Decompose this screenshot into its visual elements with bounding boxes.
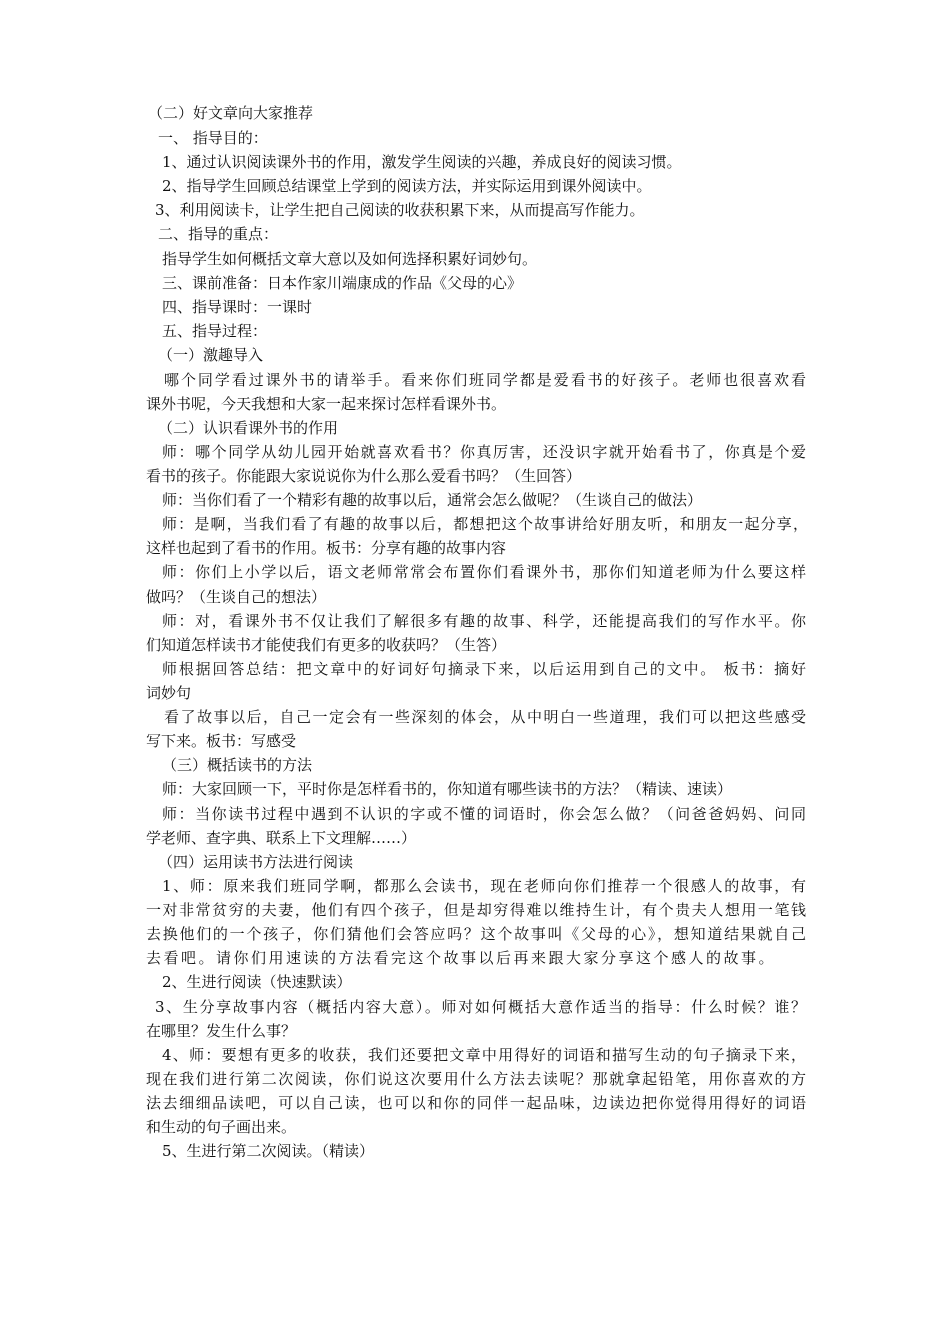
text-line: 看书的孩子。你能跟大家说说你为什么那么爱看书吗？（生回答）: [146, 467, 582, 485]
text-line: 四、指导课时：一课时: [162, 298, 313, 316]
text-line: 师：你们上小学以后，语文老师常常会布置你们看课外书，那你们知道老师为什么要这样: [162, 563, 808, 581]
text-line: 2、指导学生回顾总结课堂上学到的阅读方法，并实际运用到课外阅读中。: [162, 177, 652, 195]
text-line: 现在我们进行第二次阅读，你们说这次要用什么方法去读呢？那就拿起铅笔，用你喜欢的方: [146, 1070, 808, 1088]
text-line: 2、生进行阅读（快速默读）: [162, 973, 352, 991]
text-line: 看了故事以后，自己一定会有一些深刻的体会，从中明白一些道理，我们可以把这些感受: [164, 708, 808, 726]
text-line: 3、生分享故事内容（概括内容大意）。师对如何概括大意作适当的指导：什么时候？谁？: [155, 998, 808, 1016]
text-line: 做吗？（生谈自己的想法）: [146, 588, 327, 606]
text-line: 去看吧。请你们用速读的方法看完这个故事以后再来跟大家分享这个感人的故事。: [146, 949, 777, 967]
text-line: 写下来。板书：写感受: [146, 732, 297, 750]
text-line: 师：哪个同学从幼儿园开始就喜欢看书？你真厉害，还没识字就开始看书了，你真是个爱: [162, 443, 808, 461]
text-line: （一）激趣导入: [158, 346, 264, 364]
text-line: 和生动的句子画出来。: [146, 1118, 297, 1136]
text-line: 3、利用阅读卡，让学生把自己阅读的收获积累下来，从而提高写作能力。: [155, 201, 645, 219]
text-line: 三、课前准备：日本作家川端康成的作品《父母的心》: [162, 274, 523, 292]
text-line: 在哪里？发生什么事？: [146, 1022, 297, 1040]
text-line: 学老师、查字典、联系上下文理解……）: [146, 829, 417, 847]
text-line: 这样也起到了看书的作用。板书：分享有趣的故事内容: [146, 539, 507, 557]
text-line: 二、指导的重点：: [158, 225, 279, 243]
text-line: 师：当你们看了一个精彩有趣的故事以后，通常会怎么做呢？（生谈自己的做法）: [162, 491, 703, 509]
text-line: 1、通过认识阅读课外书的作用，激发学生阅读的兴趣，养成良好的阅读习惯。: [162, 153, 682, 171]
text-line: （三）概括读书的方法: [162, 756, 313, 774]
text-line: 词妙句: [146, 684, 192, 702]
text-line: 们知道怎样读书才能使我们有更多的收获吗？（生答）: [146, 636, 507, 654]
text-line: 去换他们的一个孩子，你们猜他们会答应吗？这个故事叫《父母的心》，想知道结果就自己: [146, 925, 808, 943]
text-line: 师：当你读书过程中遇到不认识的字或不懂的词语时，你会怎么做？（问爸爸妈妈、问同: [162, 805, 808, 823]
text-line: 五、指导过程：: [162, 322, 268, 340]
text-line: 5、生进行第二次阅读。（精读）: [162, 1142, 375, 1160]
text-line: 师根据回答总结：把文章中的好词好句摘录下来，以后运用到自己的文中。 板书：摘好: [162, 660, 808, 678]
text-line: 课外书呢，今天我想和大家一起来探讨怎样看课外书。: [146, 395, 507, 413]
text-line: 师：是啊，当我们看了有趣的故事以后，都想把这个故事讲给好朋友听，和朋友一起分享，: [162, 515, 810, 533]
text-line: 师：大家回顾一下，平时你是怎样看书的，你知道有哪些读书的方法？（精读、速读）: [162, 780, 733, 798]
text-line: （二）好文章向大家推荐: [148, 104, 314, 122]
text-line: 4、师：要想有更多的收获，我们还要把文章中用得好的词语和描写生动的句子摘录下来，: [162, 1046, 808, 1064]
text-line: 一、 指导目的：: [158, 129, 268, 147]
text-line: （四）运用读书方法进行阅读: [158, 853, 354, 871]
text-line: 指导学生如何概括文章大意以及如何选择积累好词妙句。: [162, 250, 538, 268]
text-line: 哪个同学看过课外书的请举手。看来你们班同学都是爱看书的好孩子。老师也很喜欢看: [164, 371, 808, 389]
text-line: 一对非常贫穷的夫妻，他们有四个孩子，但是却穷得难以维持生计，有个贵夫人想用一笔钱: [146, 901, 808, 919]
text-line: 法去细细品读吧，可以自己读，也可以和你的同伴一起品味，边读边把你觉得用得好的词语: [146, 1094, 808, 1112]
text-line: （二）认识看课外书的作用: [158, 419, 339, 437]
text-line: 1、师：原来我们班同学啊，都那么会读书，现在老师向你们推荐一个很感人的故事，有: [162, 877, 808, 895]
text-line: 师：对，看课外书不仅让我们了解很多有趣的故事、科学，还能提高我们的写作水平。你: [162, 612, 808, 630]
